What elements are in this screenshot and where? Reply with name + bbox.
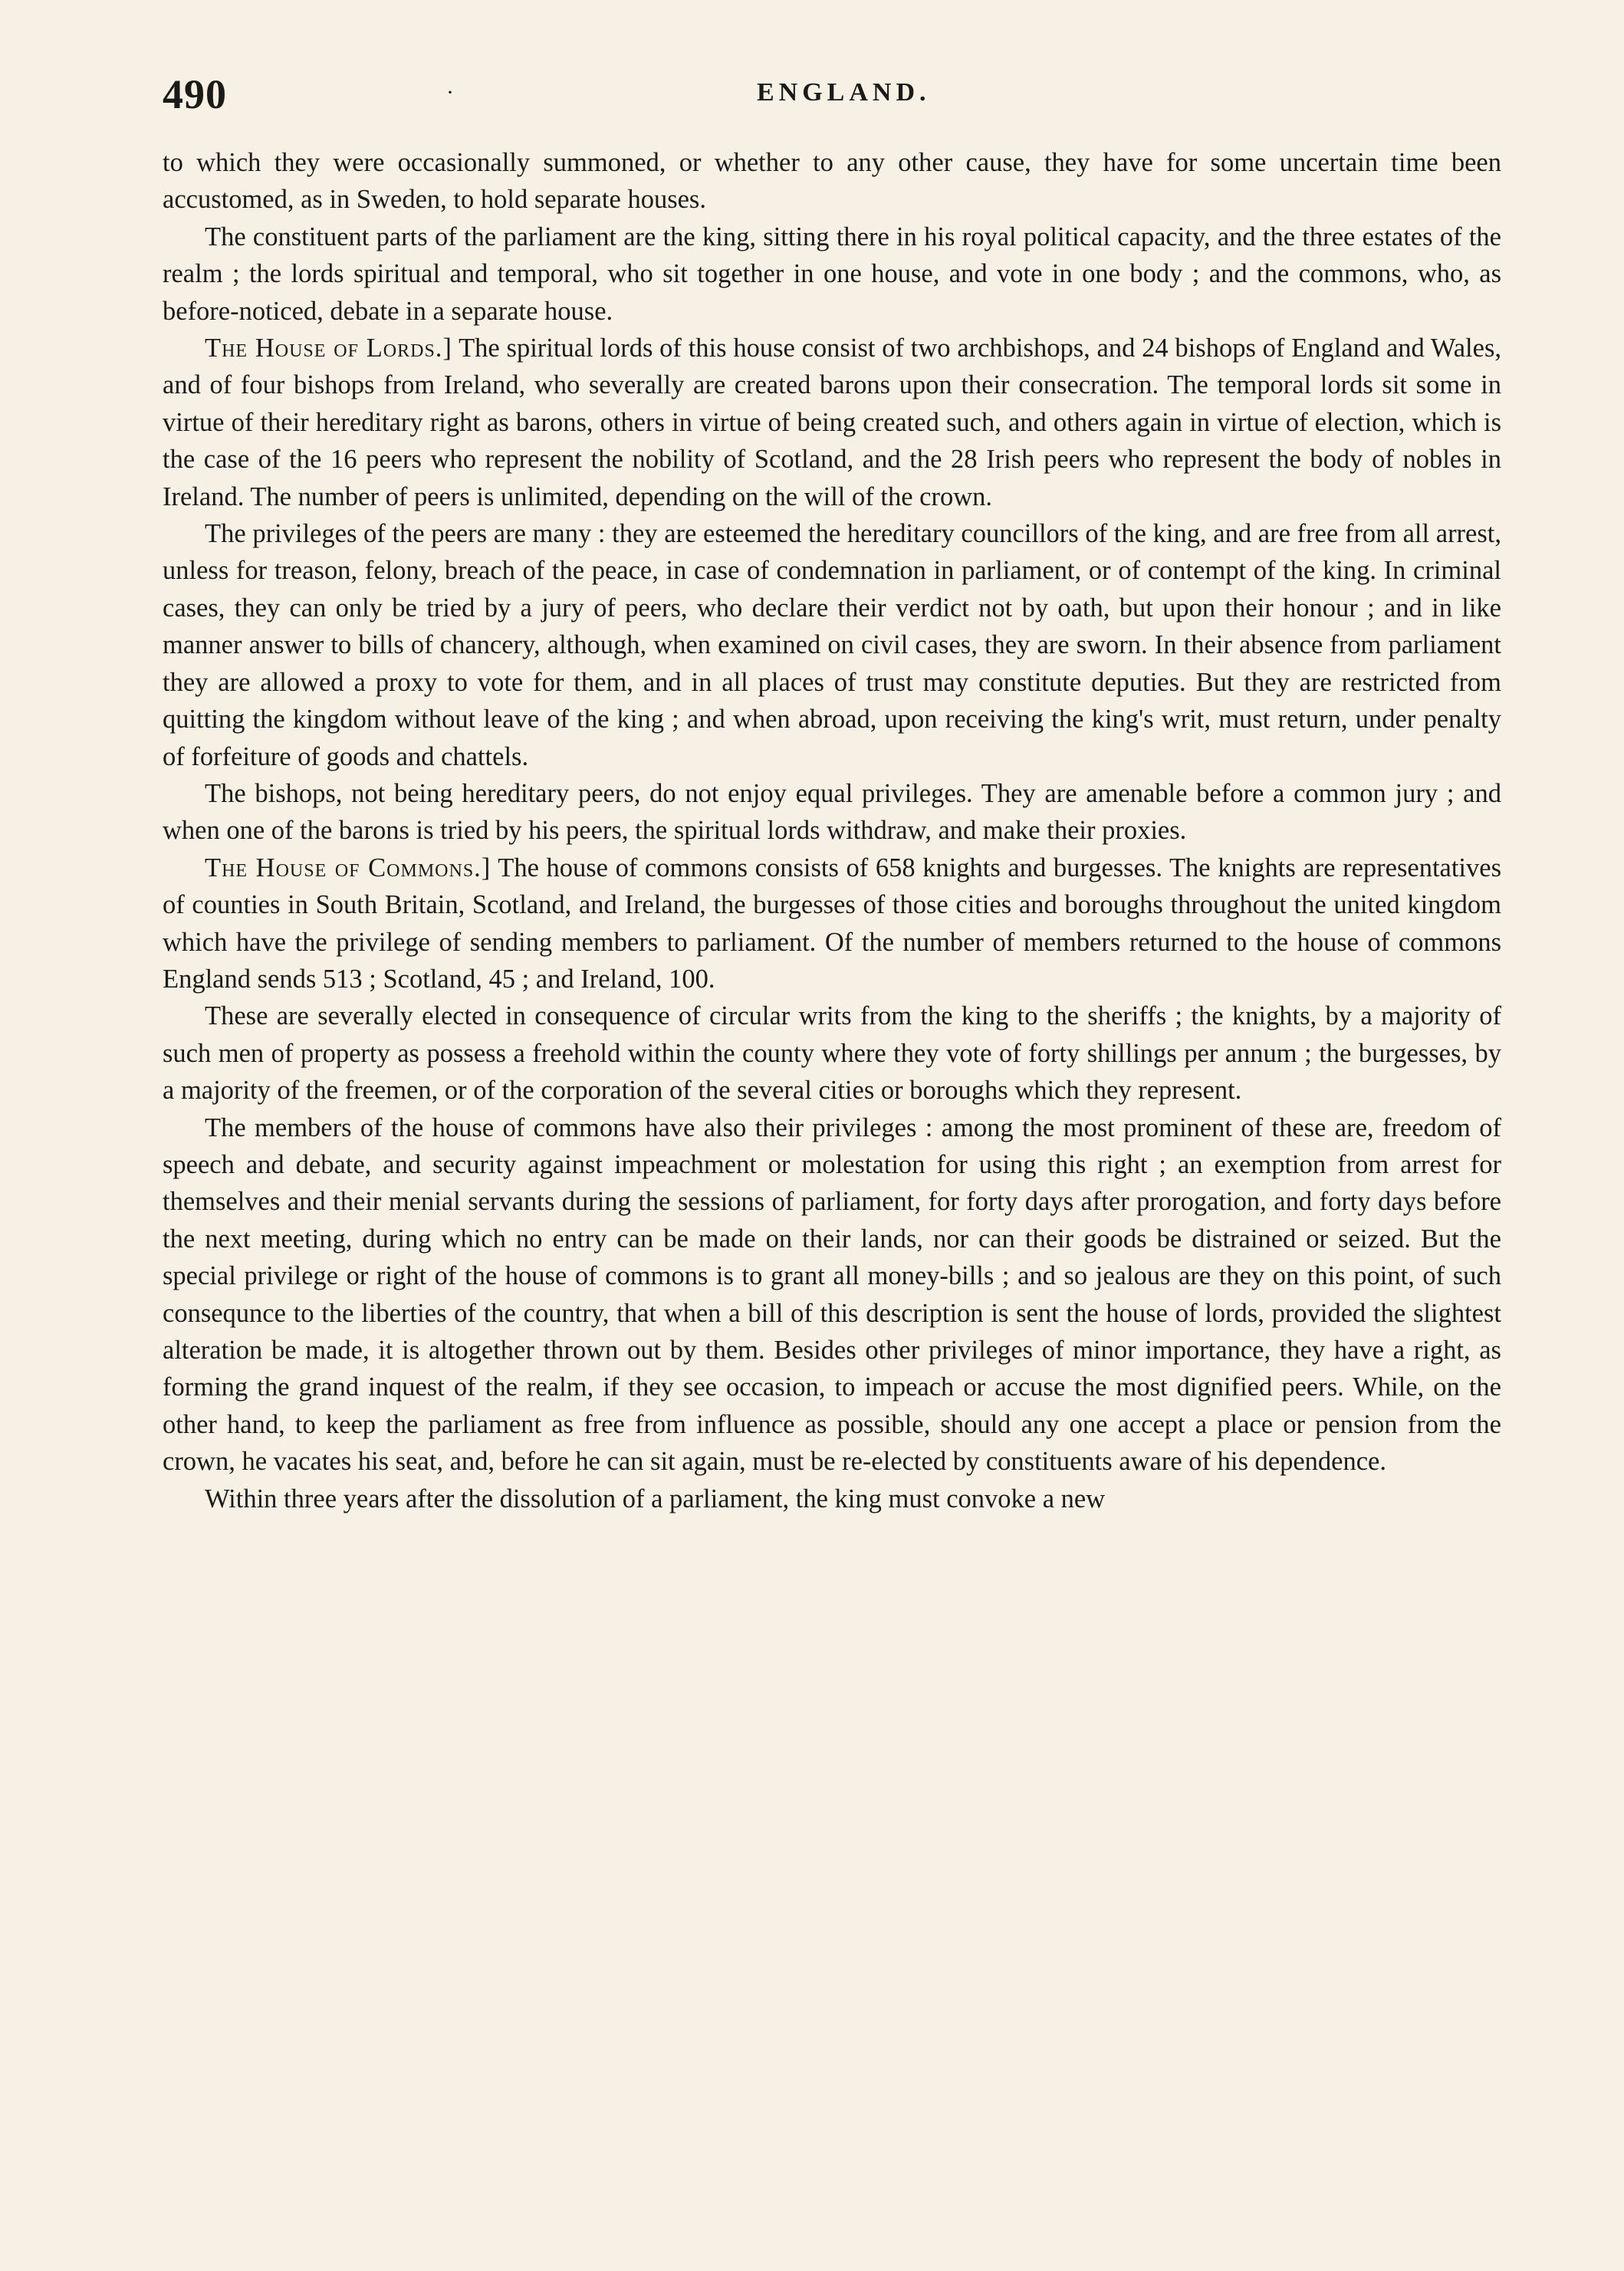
paragraph-9: Within three years after the dissolution of a parliament, the king must convoke a new	[205, 1484, 1106, 1513]
paragraph-7: These are severally elected in consequence of circular writs from the king to the sheriffs ; the knights, by a majority of such men of property as possess a freehold within the county where they vote of forty shillings per annum ; the burgesses, by a majority of the freemen, or of the corporation of the several cities or boroughs which they represent.	[163, 1001, 1501, 1106]
header-separator: ·	[446, 80, 454, 105]
body-text	[163, 144, 1501, 1517]
page-number: 490	[163, 71, 227, 117]
paragraph-5: The bishops, not being hereditary peers, do not enjoy equal privileges. They are amenable before a common jury ; and when one of the barons is tried by his peers, the spiritual lords withdraw, and make their proxies.	[163, 778, 1501, 846]
running-head	[163, 71, 1501, 126]
paragraph-house-of-commons: The House of Commons.] The house of commons consists of 658 knights and burgesses. The knights are representatives of counties in South Britain, Scotland, and Ireland, the burgesses of those cities and boroughs throughout the united kingdom which have the privilege of sending members to parliament. Of the number of members returned to the house of commons England sends 513 ; Scotland, 45 ; and Ireland, 100.	[163, 853, 1501, 994]
paragraph-1: to which they were occasionally summoned, or whether to any other cause, they have for some uncertain time been accustomed, as in Sweden, to hold separate houses.	[163, 148, 1501, 215]
paragraph-8: The members of the house of commons have also their privileges : among the most prominent of these are, freedom of speech and debate, and security against impeachment or molestation for using this right ; an exemption from arrest for themselves and their menial servants during the sessions of parliament, for forty days after prorogation, and forty days before the next meeting, during which no entry can be made on their lands, nor can their goods be distrained or seized. But the special privilege or right of the house of commons is to grant all money-bills ; and so jealous are they on this point, of such consequnce to the liberties of the country, that when a bill of this description is sent the house of lords, provided the slightest alteration be made, it is altogether thrown out by them. Besides other privileges of minor importance, they have a right, as forming the grand inquest of the realm, if they see occasion, to impeach or accuse the most dignified peers. While, on the other hand, to keep the parliament as free from influence as possible, should any one accept a place or pension from the crown, he vacates his seat, and, before he can sit again, must be re-elected by constituents aware of his dependence.	[163, 1112, 1501, 1477]
paragraph-4: The privileges of the peers are many : they are esteemed the hereditary councillors of the king, and are free from all arrest, unless for treason, felony, breach of the peace, in case of condemnation in parliament, or of contempt of the king. In criminal cases, they can only be tried by a jury of peers, who declare their verdict not by oath, but upon their honour ; and in like manner answer to bills of chancery, although, when examined on civil cases, they are sworn. In their absence from parliament they are allowed a proxy to vote for them, and in all places of trust may constitute deputies. But they are restricted from quitting the kingdom without leave of the king ; and when abroad, upon receiving the king's writ, must return, under penalty of forfeiture of goods and chattels.	[163, 519, 1501, 771]
paragraph-house-of-lords: The House of Lords.] The spiritual lords of this house consist of two archbishops, and 24 bishops of England and Wales, and of four bishops from Ireland, who severally are created barons upon their consecration. The temporal lords sit some in virtue of their hereditary right as barons, others in virtue of being created such, and others again in virtue of election, which is the case of the 16 peers who represent the nobility of Scotland, and the 28 Irish peers who represent the body of nobles in Ireland. The number of peers is unlimited, depending on the will of the crown.	[163, 334, 1501, 511]
book-page	[163, 71, 1501, 1517]
section-heading-house-of-commons: The House of Commons.]	[205, 853, 491, 882]
section-heading-house-of-lords: The House of Lords.]	[205, 334, 452, 363]
paragraph-2: The constituent parts of the parliament are the king, sitting there in his royal political capacity, and the three estates of the realm ; the lords spiritual and temporal, who sit together in one house, and vote in one body ; and the commons, who, as before-noticed, debate in a separate house.	[163, 222, 1501, 326]
running-title: ENGLAND.	[757, 78, 931, 107]
